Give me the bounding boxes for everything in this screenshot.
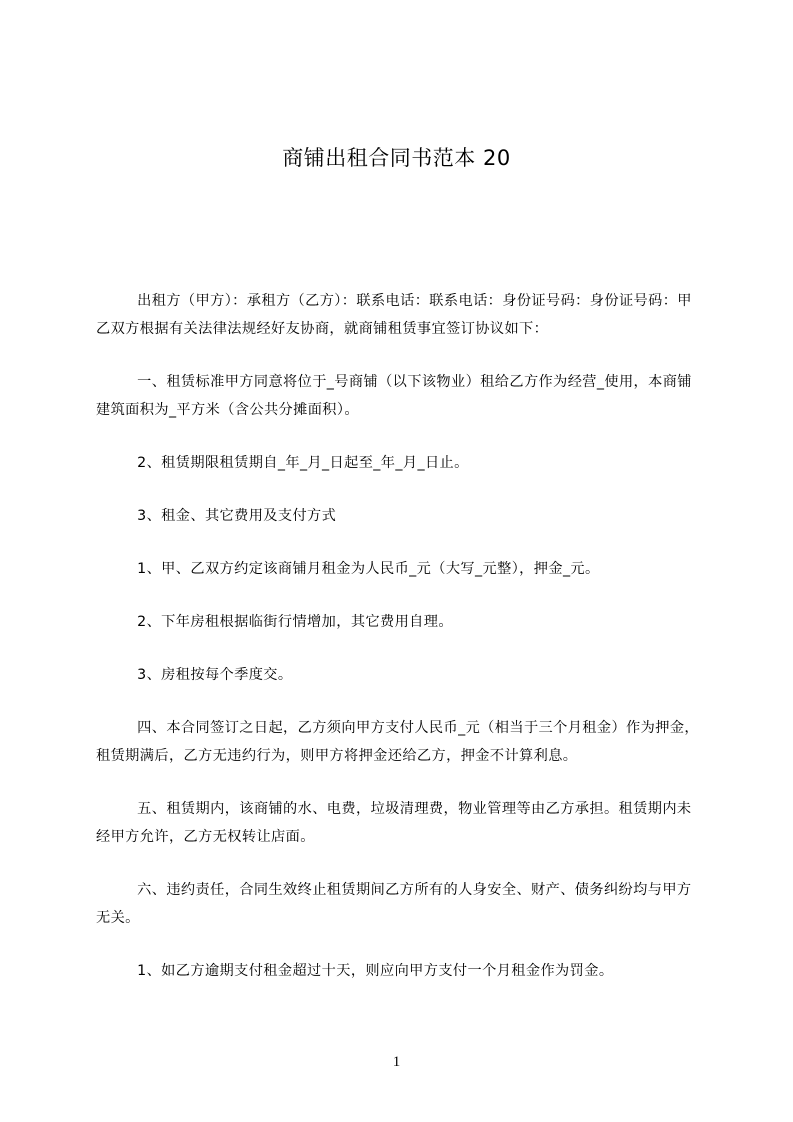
paragraph-lease-term: 2、租赁期限租赁期自_年_月_日起至_年_月_日止。 (137, 455, 469, 471)
paragraph-parties: 出租方（甲方）：承租方（乙方）：联系电话：联系电话：身份证号码：身份证号码：甲乙双方根据有关法律法规经好友协商，就商铺租赁事宜签订协议如下： (96, 293, 692, 337)
paragraph-rent-increase: 2、下年房租根据临街行情增加，其它费用自理。 (137, 614, 453, 630)
paragraph-monthly-rent: 1、甲、乙双方约定该商铺月租金为人民币_元（大写_元整），押金_元。 (137, 561, 600, 577)
paragraph-quarterly-payment: 3、房租按每个季度交。 (137, 667, 293, 683)
paragraph-lease-standard: 一、租赁标准甲方同意将位于_号商铺（以下该物业）租给乙方作为经营_使用，本商铺建筑面积为_平方米（含公共分摊面积）。 (96, 374, 692, 418)
paragraph-liability: 六、违约责任，合同生效终止租赁期间乙方所有的人身安全、财产、债务纠纷均与甲方无关。 (96, 882, 692, 926)
paragraph-late-payment: 1、如乙方逾期支付租金超过十天，则应向甲方支付一个月租金作为罚金。 (137, 963, 614, 979)
document-title: 商铺出租合同书范本 20 (282, 146, 511, 170)
document-body (96, 287, 702, 1010)
paragraph-utilities: 五、租赁期内，该商铺的水、电费，垃圾清理费，物业管理等由乙方承担。租赁期内未经甲方允许，乙方无权转让店面。 (96, 801, 692, 845)
page-number: 1 (392, 1054, 401, 1070)
paragraph-rent-heading: 3、租金、其它费用及支付方式 (137, 508, 337, 524)
paragraph-deposit: 四、本合同签订之日起，乙方须向甲方支付人民币_元（相当于三个月租金）作为押金，租赁期满后，乙方无违约行为，则甲方将押金还给乙方，押金不计算利息。 (96, 720, 699, 764)
